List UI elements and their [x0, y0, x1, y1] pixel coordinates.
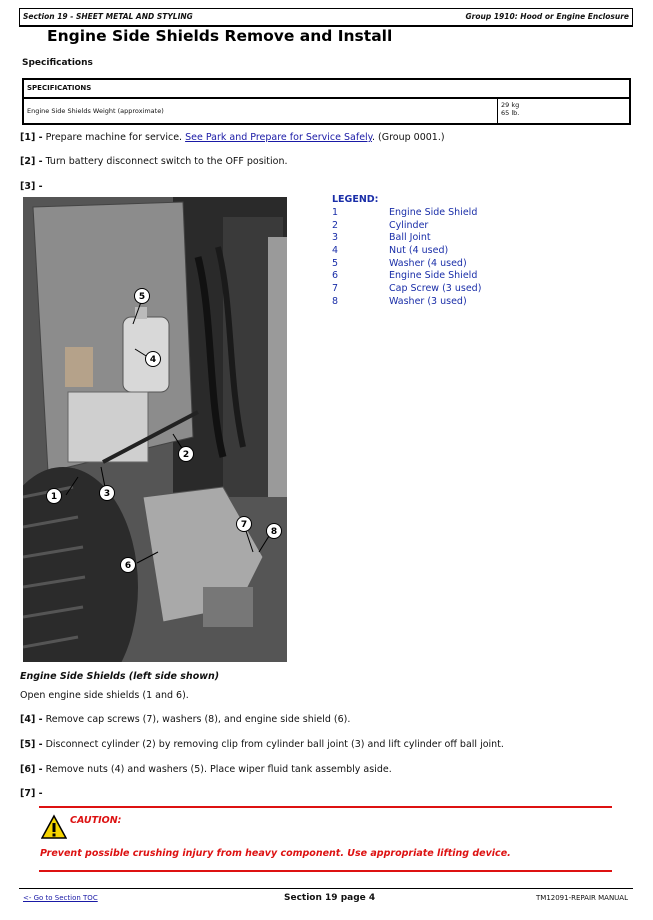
legend	[332, 194, 481, 309]
step-4	[20, 714, 350, 725]
section-toc-link[interactable]: <- Go to Section TOC	[23, 894, 98, 902]
header-rule-right	[632, 8, 633, 26]
legend-item: 6 Engine Side Shield	[332, 270, 478, 282]
step-4-number: [4] -	[20, 714, 43, 725]
callout-3: 3	[103, 489, 111, 499]
step-3-number: [3] -	[20, 181, 43, 192]
legend-item: 7 Cap Screw (3 used)	[332, 283, 482, 295]
callout-8: 8	[270, 527, 278, 537]
legend-heading: LEGEND:	[332, 194, 379, 205]
callout-7: 7	[240, 520, 248, 530]
callout-2: 2	[182, 450, 190, 460]
legend-item: 1 Engine Side Shield	[332, 207, 478, 218]
footer-rule	[19, 888, 633, 889]
header-section: Section 19 - SHEET METAL AND STYLING	[23, 12, 193, 21]
step-1-number: [1] -	[20, 132, 43, 143]
caution-rule-top	[39, 806, 612, 808]
step-2	[20, 156, 288, 167]
spec-value-kg: 29 kg	[501, 101, 520, 109]
step-2-text: Turn battery disconnect switch to the OFF position.	[42, 156, 288, 167]
callout-5: 5	[138, 292, 146, 302]
header-rule-top	[19, 8, 633, 9]
step-6	[20, 764, 392, 775]
legend-item: 4 Nut (4 used)	[332, 245, 449, 257]
step-5	[20, 739, 504, 750]
callout-1: 1	[50, 492, 58, 502]
park-safely-link[interactable]: See Park and Prepare for Service Safely	[185, 132, 372, 143]
manual-id: TM12091-REPAIR MANUAL	[536, 894, 628, 902]
step-5-number: [5] -	[20, 739, 43, 750]
legend-item: 3 Ball Joint	[332, 232, 431, 244]
spec-value	[501, 101, 519, 117]
figure-note: Open engine side shields (1 and 6).	[20, 690, 189, 701]
step-6-text: Remove nuts (4) and washers (5). Place wiper fluid tank assembly aside.	[42, 764, 392, 775]
legend-item: 8 Washer (3 used)	[332, 295, 467, 307]
caution-text: Prevent possible crushing injury from heavy component. Use appropriate lifting device.	[40, 848, 511, 859]
caution-rule-bottom	[39, 870, 612, 872]
caution-label: CAUTION:	[70, 815, 122, 826]
figure-caption: Engine Side Shields (left side shown)	[20, 671, 220, 682]
step-1	[20, 132, 445, 143]
engine-side-shield-photo	[23, 197, 287, 662]
page-number: Section 19 page 4	[284, 893, 376, 903]
step-2-number: [2] -	[20, 156, 43, 167]
legend-item: 5 Washer (4 used)	[332, 257, 467, 269]
spec-table-header: SPECIFICATIONS	[24, 80, 629, 99]
step-7	[20, 788, 43, 799]
step-7-number: [7] -	[20, 788, 43, 799]
spec-value-lb: 65 lb.	[501, 109, 520, 117]
specifications-heading: Specifications	[22, 58, 93, 68]
step-3	[20, 181, 43, 192]
step-6-number: [6] -	[20, 764, 43, 775]
header-rule-left	[19, 8, 20, 26]
step-1-tail: . (Group 0001.)	[371, 132, 445, 143]
spec-label: Engine Side Shields Weight (approximate)	[24, 99, 498, 123]
step-5-text: Disconnect cylinder (2) by removing clip from cylinder ball joint (3) and lift cylinder off ball joint.	[42, 739, 504, 750]
callout-6: 6	[124, 561, 132, 571]
header-group: Group 1910: Hood or Engine Enclosure	[465, 12, 629, 21]
page-title: Engine Side Shields Remove and Install	[47, 27, 393, 45]
spec-table	[22, 78, 631, 125]
legend-item: 2 Cylinder	[332, 219, 429, 231]
step-1-text: Prepare machine for service.	[42, 132, 186, 143]
step-4-text: Remove cap screws (7), washers (8), and engine side shield (6).	[42, 714, 351, 725]
warning-icon	[41, 814, 67, 844]
callout-4: 4	[149, 355, 157, 365]
